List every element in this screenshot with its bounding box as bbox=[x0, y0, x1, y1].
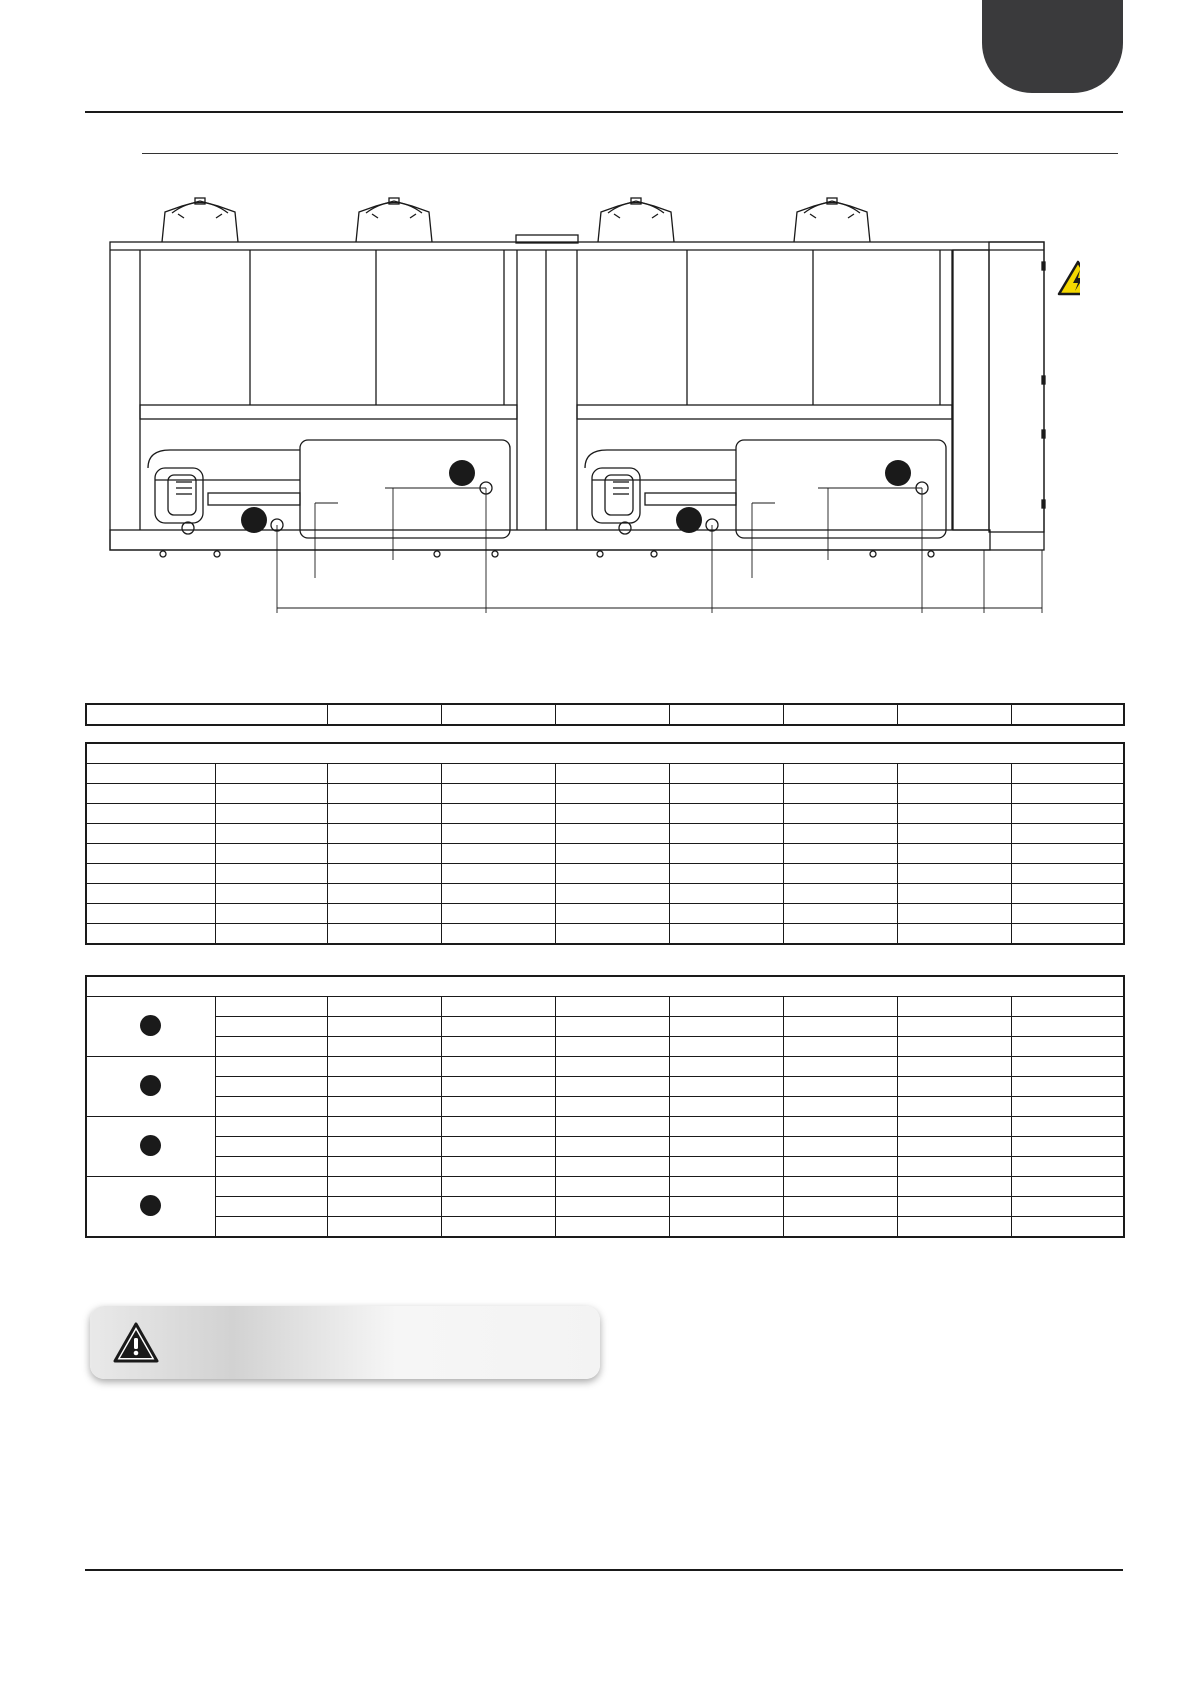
table-row bbox=[86, 1177, 1124, 1197]
table-row bbox=[86, 704, 1124, 725]
table-row bbox=[86, 884, 1124, 904]
table-section-header bbox=[86, 976, 1124, 997]
connection-marker-4 bbox=[676, 507, 702, 533]
fan-2-icon bbox=[356, 198, 432, 242]
table-row bbox=[86, 1077, 1124, 1097]
connection-2-marker bbox=[86, 1057, 215, 1117]
connection-4-marker bbox=[86, 1177, 215, 1238]
table-row bbox=[86, 997, 1124, 1017]
pump-2-icon bbox=[585, 450, 736, 534]
connection-marker-2 bbox=[241, 507, 267, 533]
footer-rule bbox=[85, 1569, 1123, 1571]
table-row bbox=[86, 1217, 1124, 1238]
electrical-hazard-icon bbox=[1059, 262, 1080, 294]
table-row bbox=[86, 924, 1124, 945]
table-row bbox=[86, 844, 1124, 864]
fan-4-icon bbox=[794, 198, 870, 242]
table-row bbox=[86, 1017, 1124, 1037]
connection-1-dot-icon bbox=[140, 1015, 161, 1036]
table-row bbox=[86, 1137, 1124, 1157]
unit-technical-drawing bbox=[100, 190, 1080, 630]
table-row bbox=[86, 784, 1124, 804]
table-row bbox=[86, 1117, 1124, 1137]
fan-1-icon bbox=[162, 198, 238, 242]
connection-3-marker bbox=[86, 1117, 215, 1177]
connection-1-marker bbox=[86, 997, 215, 1057]
connection-marker-1 bbox=[449, 460, 475, 486]
table-row bbox=[86, 824, 1124, 844]
table-row bbox=[86, 1197, 1124, 1217]
connection-3-dot-icon bbox=[140, 1135, 161, 1156]
connection-2-dot-icon bbox=[140, 1075, 161, 1096]
table-row bbox=[86, 864, 1124, 884]
connection-4-dot-icon bbox=[140, 1195, 161, 1216]
dimensions-table bbox=[85, 742, 1125, 945]
connection-marker-3 bbox=[885, 460, 911, 486]
connections-table bbox=[85, 975, 1125, 1238]
header-rule bbox=[85, 111, 1123, 113]
table-row bbox=[86, 804, 1124, 824]
table-row bbox=[86, 1157, 1124, 1177]
warning-callout bbox=[90, 1306, 600, 1379]
subheader-rule bbox=[142, 153, 1118, 154]
model-header-table bbox=[85, 703, 1125, 726]
table-row bbox=[86, 1097, 1124, 1117]
table-row bbox=[86, 764, 1124, 784]
fan-3-icon bbox=[598, 198, 674, 242]
section-tab-badge bbox=[982, 0, 1123, 93]
table-row bbox=[86, 1037, 1124, 1057]
table-row bbox=[86, 1057, 1124, 1077]
warning-triangle-icon bbox=[112, 1321, 160, 1365]
table-section-header bbox=[86, 743, 1124, 764]
table-row bbox=[86, 904, 1124, 924]
pump-1-icon bbox=[148, 450, 300, 534]
